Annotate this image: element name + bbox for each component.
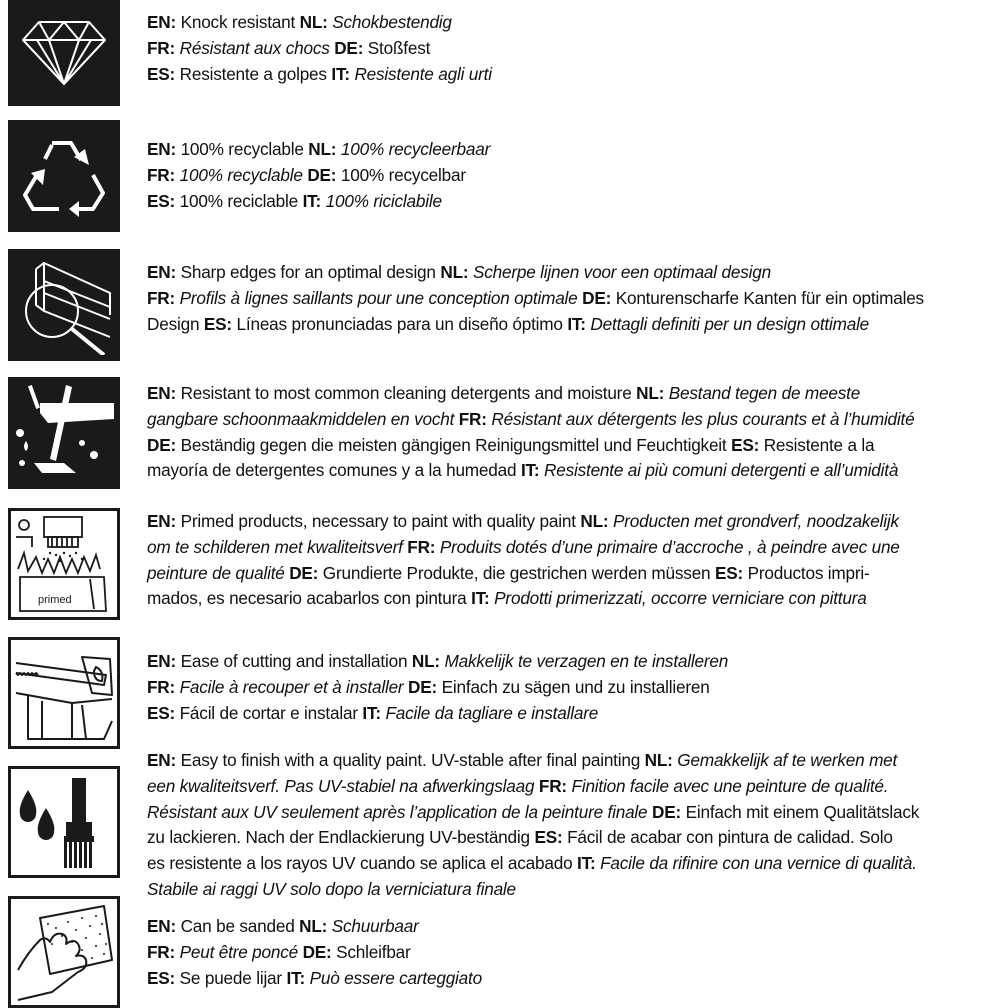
feature-text [147,137,997,214]
feature-description: Prodotti primerizzati, occorre verniciare con pittura [489,588,867,609]
language-code: ES: [147,967,176,988]
language-code: IT: [471,588,490,609]
language-code: IT: [567,313,586,334]
text-line [147,137,997,163]
text-line [147,800,997,826]
feature-description: Can be sanded [176,916,300,936]
language-code: FR: [458,408,487,429]
language-code: NL: [299,916,328,936]
feature-description: Profils à lignes saillants pour une conception optimale [175,287,583,308]
text-line [147,675,997,701]
language-code: NL: [299,12,328,32]
language-code: IT: [286,967,306,988]
feature-description: Facile da tagliare e installare [380,702,599,723]
language-code: DE: [147,434,176,455]
saw-cutting-icon [8,637,120,749]
feature-text [147,260,997,337]
feature-description: Finition facile avec une peinture de qualité. [566,775,889,796]
text-line [147,509,997,535]
feature-description: Gemakkelijk af te werken met [672,750,898,770]
feature-description: Résistant aux UV seulement après l’application de la peinture finale [147,801,652,822]
language-code: EN: [147,511,176,531]
feature-description: Design [147,313,204,334]
language-code: IT: [331,63,350,84]
text-line [147,701,997,727]
spray-primer-icon [8,508,120,620]
feature-description: Ease of cutting and installation [176,651,412,671]
feature-description: Líneas pronunciadas para un diseño óptimo [231,313,568,334]
text-line [147,774,997,800]
feature-description: Stabile ai raggi UV solo dopo la verniciatura finale [147,878,516,899]
feature-description: Makkelijk te verzagen en te installeren [439,651,729,671]
mop-cleaning-icon [8,377,120,489]
language-code: EN: [147,139,176,159]
feature-description: Résistant aux chocs [175,37,335,58]
feature-description: Einfach mit einem Qualitätslack [681,801,920,822]
text-line [147,851,997,877]
feature-description: gangbare schoonmaakmiddelen en vocht [147,408,459,429]
feature-description: Può essere carteggiato [305,967,482,988]
text-line [147,458,997,484]
text-line [147,407,997,433]
feature-description: 100% recycleerbaar [336,139,491,159]
language-code: FR: [407,536,436,557]
language-code: IT: [362,702,381,723]
feature-description: Bestand tegen de meeste [664,383,861,403]
text-line [147,748,997,774]
text-line [147,10,997,36]
text-line [147,649,997,675]
language-code: NL: [644,750,673,770]
feature-description: Beständig gegen die meisten gängigen Reinigungsmittel und Feuchtigkeit [176,434,732,455]
feature-text [147,10,997,87]
feature-description: 100% reciclable [175,190,303,211]
language-code: DE: [302,941,332,962]
text-line [147,535,997,561]
language-code: IT: [302,190,322,211]
language-code: EN: [147,383,176,403]
feature-description: Resistant to most common cleaning detergents and moisture [176,383,637,403]
feature-description: een kwaliteitsverf. Pas UV-stabiel na afwerkingslaag [147,775,539,796]
language-code: DE: [289,562,319,583]
primed-icon-label: primed [38,594,72,606]
language-code: FR: [147,941,176,962]
paint-drops-brush-icon [8,766,120,878]
feature-description: zu lackieren. Nach der Endlackierung UV-beständig [147,827,535,848]
language-code: ES: [731,434,760,455]
feature-description: Resistente a la [759,434,875,455]
text-line [147,914,997,940]
feature-text [147,381,997,484]
text-line [147,260,997,286]
feature-description: 100% recycelbar [336,164,466,185]
text-line [147,62,997,88]
language-code: FR: [538,775,567,796]
feature-description: Sharp edges for an optimal design [176,262,441,282]
feature-description: peinture de qualité [147,562,290,583]
feature-description: Se puede lijar [175,967,287,988]
language-code: NL: [636,383,665,403]
text-line [147,586,997,612]
feature-description: Productos impri- [743,562,870,583]
feature-description: Dettagli definiti per un design ottimale [585,313,870,334]
feature-description: Facile à recouper et à installer [175,676,409,697]
text-line [147,877,997,903]
text-line [147,163,997,189]
text-line [147,825,997,851]
feature-description: Stoßfest [363,37,431,58]
feature-text [147,649,997,726]
language-code: EN: [147,750,176,770]
feature-description: Schleifbar [331,941,411,962]
language-code: DE: [408,676,438,697]
language-code: FR: [147,676,176,697]
feature-description: Scherpe lijnen voor een optimaal design [468,262,771,282]
feature-description: es resistente a los rayos UV cuando se aplica el acabado [147,853,578,874]
feature-description: Easy to finish with a quality paint. UV-stable after final painting [176,750,645,770]
language-code: EN: [147,916,176,936]
language-code: EN: [147,262,176,282]
feature-description: Konturenscharfe Kanten für ein optimales [611,287,924,308]
language-code: ES: [147,190,176,211]
language-code: ES: [147,63,176,84]
feature-description: Schokbestendig [327,12,452,32]
language-code: NL: [440,262,469,282]
language-code: IT: [520,460,540,481]
feature-text [147,509,997,612]
feature-description: Resistente ai più comuni detergenti e all’umidità [539,460,899,481]
diamond-icon [8,0,120,106]
feature-description: Producten met grondverf, noodzakelijk [608,511,899,531]
language-code: EN: [147,651,176,671]
sanding-hand-icon [8,896,120,1008]
language-code: FR: [147,164,176,185]
language-code: DE: [307,164,337,185]
language-code: ES: [147,702,176,723]
language-code: DE: [652,801,681,822]
language-code: ES: [715,562,744,583]
feature-description: 100% recyclable [176,139,309,159]
text-line [147,381,997,407]
feature-description: Schuurbaar [327,916,419,936]
language-code: IT: [577,853,596,874]
feature-description: Résistant aux détergents les plus courants et à l’humidité [486,408,915,429]
feature-description: Einfach zu sägen und zu installieren [437,676,710,697]
feature-description: Resistente a golpes [175,63,332,84]
feature-description: Produits dotés d’une primaire d’accroche , à peindre avec une [435,536,900,557]
language-code: FR: [147,287,176,308]
text-line [147,433,997,459]
text-line [147,561,997,587]
language-code: NL: [411,651,440,671]
feature-description: Facile da rifinire con una vernice di qualità. [595,853,917,874]
feature-description: Peut être poncé [175,941,303,962]
feature-description: Knock resistant [176,12,300,32]
feature-text [147,914,997,991]
recycle-icon [8,120,120,232]
feature-description: mados, es necesario acabarlos con pintura [147,588,472,609]
feature-description: Primed products, necessary to paint with quality paint [176,511,581,531]
language-code: NL: [308,139,337,159]
language-code: ES: [203,313,232,334]
language-code: DE: [334,37,364,58]
feature-description: mayoría de detergentes comunes y a la humedad [147,460,521,481]
feature-text [147,748,997,903]
text-line [147,312,997,338]
language-code: NL: [580,511,609,531]
language-code: DE: [582,287,612,308]
sharp-edge-profile-icon [8,249,120,361]
text-line [147,286,997,312]
feature-description: 100% riciclabile [321,190,442,211]
feature-description: Fácil de cortar e instalar [175,702,363,723]
feature-description: 100% recyclable [175,164,308,185]
text-line [147,36,997,62]
language-code: ES: [534,827,563,848]
text-line [147,189,997,215]
text-line [147,940,997,966]
text-line [147,966,997,992]
feature-description: Grundierte Produkte, die gestrichen werden müssen [318,562,715,583]
language-code: FR: [147,37,176,58]
feature-description: Resistente agli urti [349,63,492,84]
feature-description: Fácil de acabar con pintura de calidad. Solo [562,827,893,848]
feature-description: om te schilderen met kwaliteitsverf [147,536,408,557]
language-code: EN: [147,12,176,32]
